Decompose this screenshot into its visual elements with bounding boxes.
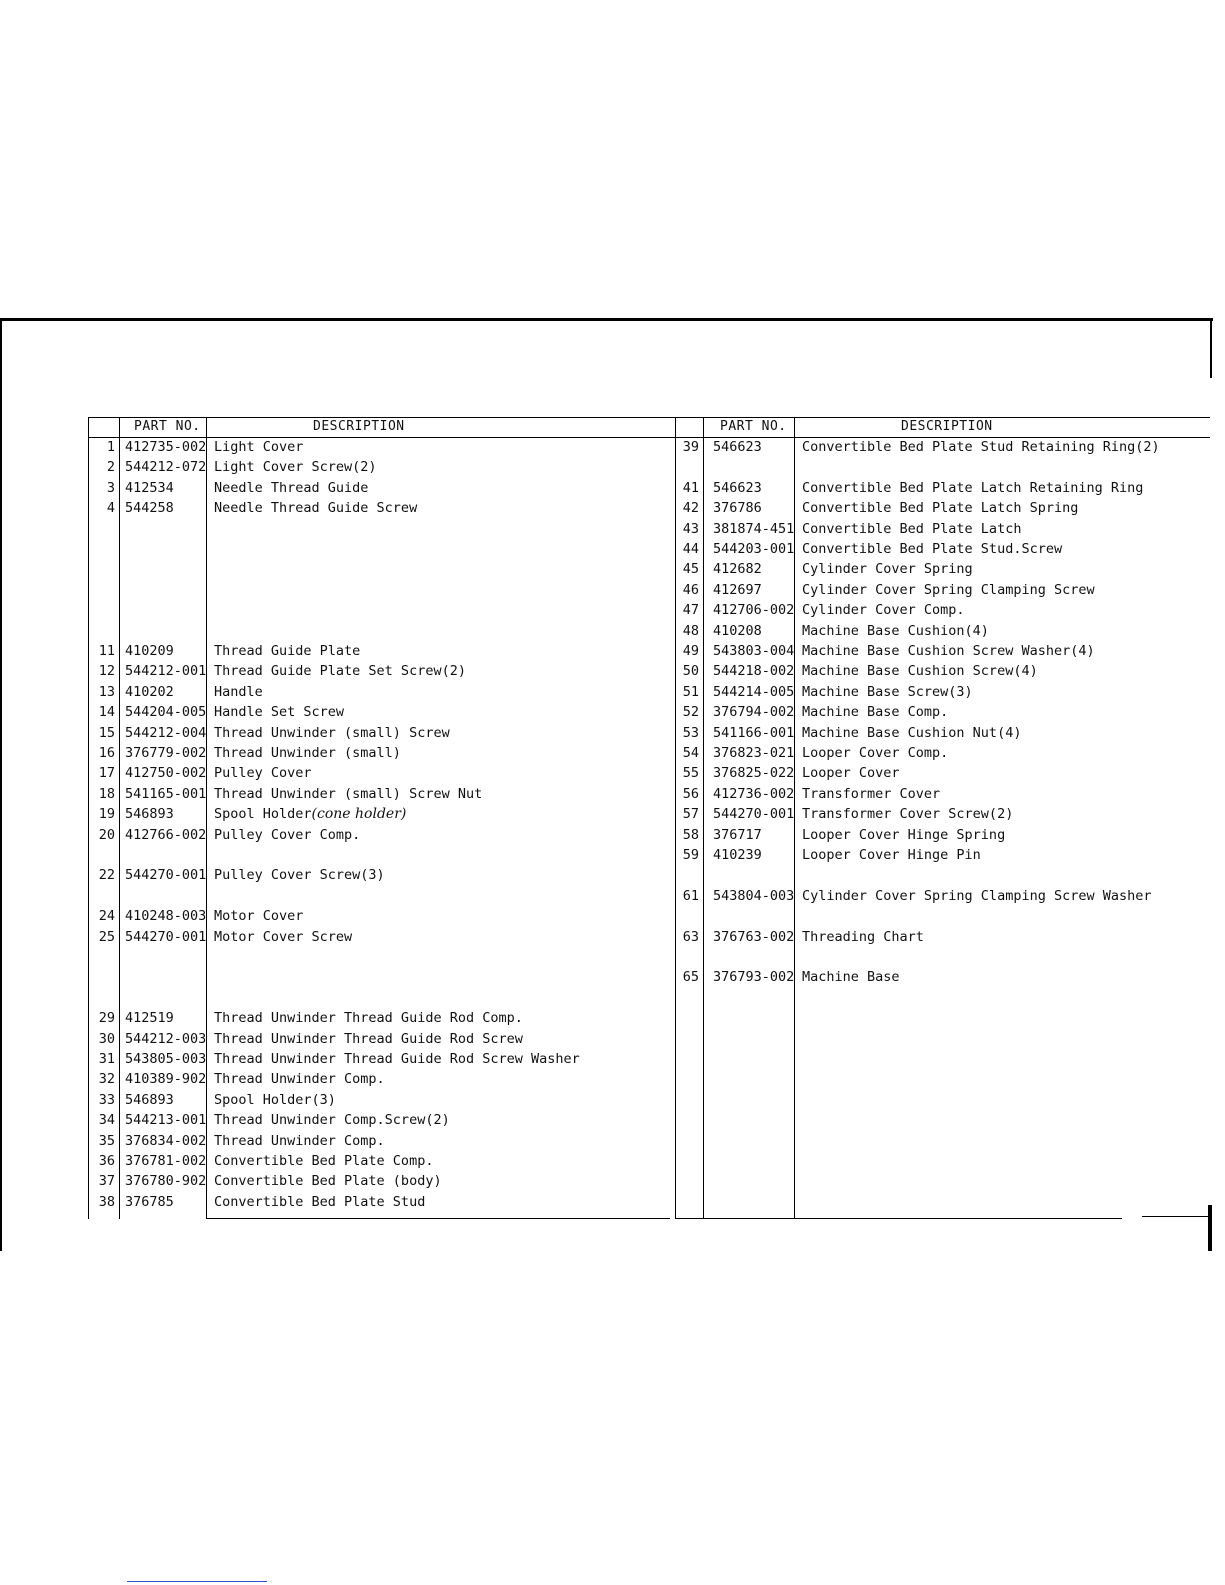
part-number: 412697 (713, 581, 762, 598)
part-description (802, 500, 1078, 516)
part-description (802, 602, 965, 618)
parts-table-left (88, 417, 675, 1219)
part-description (802, 806, 1013, 822)
part-number: 412736-002 (713, 785, 795, 802)
bottom-rule-left (206, 1218, 670, 1219)
part-number: 410389-902 (125, 1071, 207, 1088)
row-number: 39 (682, 439, 699, 455)
part-description (214, 704, 344, 720)
part-number: 546623 (713, 479, 762, 496)
part-description (214, 867, 385, 883)
part-description (214, 1051, 580, 1067)
row-number: 19 (98, 806, 115, 823)
part-number: 376794-002 (713, 704, 795, 721)
part-description (802, 623, 989, 639)
description-text: Looper Cover Hinge Pin (802, 847, 981, 863)
part-description (214, 1071, 385, 1087)
part-number: 412682 (713, 561, 762, 578)
part-number: 410209 (125, 643, 174, 659)
description-text: Machine Base Cushion(4) (802, 622, 989, 639)
description-text: Convertible Bed Plate Stud Retaining Ring(2) (802, 439, 1160, 455)
description-text: Machine Base Screw(3) (802, 683, 973, 700)
part-description (214, 786, 482, 802)
description-text: Convertible Bed Plate Latch Retaining Ring (802, 479, 1144, 496)
row-number: 47 (682, 602, 699, 619)
description-text: Light Cover (214, 439, 304, 455)
page-left-edge (0, 321, 2, 1251)
part-number: 541165-001 (125, 785, 207, 802)
description-text: Handle Set Screw (214, 704, 345, 721)
description-text: Convertible Bed Plate Latch (802, 520, 1022, 537)
row-number: 51 (682, 683, 699, 700)
row-number: 57 (682, 806, 699, 823)
part-description (214, 1173, 442, 1189)
part-number: 546893 (125, 1091, 174, 1108)
part-description (214, 439, 303, 455)
description-text: Handle (214, 683, 263, 700)
description-text: Convertible Bed Plate (body) (214, 1173, 442, 1190)
part-number: 410208 (713, 622, 762, 639)
row-number: 31 (98, 1051, 115, 1067)
part-number: 544212-003 (125, 1030, 207, 1047)
page-right-edge (1210, 318, 1212, 378)
part-description (802, 521, 1021, 537)
part-description (214, 1010, 523, 1026)
part-number: 376785 (125, 1193, 174, 1210)
row-number: 24 (98, 908, 115, 925)
part-description (214, 643, 360, 659)
part-number: 543805-003 (125, 1051, 207, 1067)
description-text: Thread Unwinder Comp. (214, 1071, 385, 1088)
description-text: Thread Unwinder (small) (214, 745, 401, 761)
row-number: 58 (682, 826, 699, 843)
part-number: 376780-902 (125, 1173, 207, 1190)
row-number: 55 (682, 765, 699, 782)
description-text: Cylinder Cover Comp. (802, 602, 965, 619)
row-number: 54 (682, 745, 699, 761)
description-text: Needle Thread Guide (214, 479, 369, 496)
header-part-no: PART NO. (134, 419, 201, 434)
row-number: 50 (682, 663, 699, 680)
description-text: Machine Base (802, 969, 900, 986)
part-description (802, 684, 973, 700)
row-number: 14 (98, 704, 115, 721)
description-text: Thread Unwinder (small) Screw (214, 724, 450, 741)
description-text: Pulley Cover (214, 765, 312, 782)
row-number: 1 (106, 439, 115, 455)
description-text: Pulley Cover Screw(3) (214, 867, 385, 884)
part-description (214, 827, 360, 843)
description-text: Thread Unwinder Comp. (214, 1132, 385, 1149)
part-description (802, 725, 1021, 741)
part-description (802, 847, 981, 863)
part-description (802, 704, 948, 720)
bottom-rule-right (1142, 1216, 1210, 1217)
part-description (214, 745, 401, 761)
row-number: 15 (98, 724, 115, 741)
row-number: 52 (682, 704, 699, 721)
description-text: Thread Unwinder Thread Guide Rod Comp. (214, 1010, 523, 1027)
part-number: 543804-003 (713, 887, 795, 904)
part-number: 546623 (713, 439, 762, 455)
row-number: 59 (682, 847, 699, 863)
description-text: Thread Unwinder (small) Screw Nut (214, 785, 483, 802)
part-number: 544270-001 (713, 806, 795, 823)
part-description (214, 725, 450, 741)
part-number: 376793-002 (713, 969, 795, 986)
description-text: Thread Unwinder Thread Guide Rod Screw (214, 1030, 523, 1047)
row-number: 45 (682, 561, 699, 578)
description-text: Machine Base Cushion Nut(4) (802, 724, 1022, 741)
description-text: Light Cover Screw(2) (214, 459, 377, 476)
description-text: Transformer Cover Screw(2) (802, 806, 1014, 823)
row-number: 38 (98, 1193, 115, 1210)
row-number: 48 (682, 622, 699, 639)
part-description (802, 541, 1062, 557)
row-number: 17 (98, 765, 115, 782)
part-number: 544213-001 (125, 1112, 207, 1129)
row-number: 30 (98, 1030, 115, 1047)
bottom-link-underline (127, 1581, 267, 1582)
row-number: 37 (98, 1173, 115, 1190)
part-number: 376786 (713, 500, 762, 517)
description-text: Thread Unwinder Thread Guide Rod Screw Washer (214, 1051, 580, 1067)
part-number: 544212-004 (125, 724, 207, 741)
row-number: 49 (682, 643, 699, 659)
part-number: 546893 (125, 806, 174, 823)
handwritten-note: (cone holder) (311, 806, 407, 823)
part-number: 381874-451 (713, 520, 795, 537)
row-number: 35 (98, 1132, 115, 1149)
part-description (214, 929, 352, 945)
row-number: 29 (98, 1010, 115, 1027)
part-number: 544258 (125, 500, 174, 517)
row-number: 20 (98, 826, 115, 843)
part-number: 541166-001 (713, 724, 795, 741)
row-number: 63 (682, 928, 699, 945)
description-text: Pulley Cover Comp. (214, 826, 361, 843)
description-text: Spool Holder(3) (214, 1091, 336, 1108)
description-text: Looper Cover (802, 765, 900, 782)
description-text: Threading Chart (802, 928, 924, 945)
part-number: 412735-002 (125, 439, 207, 455)
bottom-rule-mid (675, 1218, 1122, 1219)
part-number: 544270-001 (125, 928, 207, 945)
part-description (214, 806, 406, 822)
row-number: 46 (682, 581, 699, 598)
part-description (802, 582, 1095, 598)
description-text: Looper Cover Hinge Spring (802, 826, 1006, 843)
row-number: 43 (682, 520, 699, 537)
row-number: 53 (682, 724, 699, 741)
part-description (214, 1031, 523, 1047)
row-number: 56 (682, 785, 699, 802)
part-description (802, 643, 1095, 659)
part-number: 412750-002 (125, 765, 207, 782)
part-number: 544203-001 (713, 541, 795, 557)
row-number: 2 (106, 459, 115, 476)
description-text: Motor Cover Screw (214, 928, 353, 945)
description-text: Convertible Bed Plate Latch Spring (802, 500, 1079, 517)
part-description (214, 500, 417, 516)
part-number: 543803-004 (713, 643, 795, 659)
row-number: 42 (682, 500, 699, 517)
part-number: 412519 (125, 1010, 174, 1027)
row-number: 22 (98, 867, 115, 884)
part-number: 410248-003 (125, 908, 207, 925)
part-number: 544218-002 (713, 663, 795, 680)
part-number: 412766-002 (125, 826, 207, 843)
part-number: 544270-001 (125, 867, 207, 884)
row-number: 32 (98, 1071, 115, 1088)
description-text: Needle Thread Guide Screw (214, 500, 418, 517)
description-text: Motor Cover (214, 908, 304, 925)
row-number: 34 (98, 1112, 115, 1129)
part-description (802, 561, 973, 577)
part-description (802, 888, 1152, 904)
row-number: 41 (682, 479, 699, 496)
description-text: Thread Guide Plate Set Screw(2) (214, 663, 466, 680)
part-description (802, 439, 1160, 455)
description-text: Convertible Bed Plate Comp. (214, 1153, 434, 1169)
part-description (214, 908, 303, 924)
description-text: Spool Holder (214, 806, 312, 823)
part-description (214, 459, 377, 475)
part-description (802, 663, 1038, 679)
part-number: 412706-002 (713, 602, 795, 619)
description-text: Machine Base Cushion Screw(4) (802, 663, 1038, 680)
description-text: Thread Guide Plate (214, 643, 361, 659)
description-text: Machine Base Cushion Screw Washer(4) (802, 643, 1095, 659)
header-description: DESCRIPTION (901, 419, 993, 434)
part-number: 544212-001 (125, 663, 207, 680)
row-number: 18 (98, 785, 115, 802)
description-text: Cylinder Cover Spring Clamping Screw Washer (802, 887, 1152, 904)
part-description (214, 765, 312, 781)
description-text: Machine Base Comp. (802, 704, 949, 721)
part-description (802, 929, 924, 945)
part-description (802, 786, 940, 802)
part-description (802, 969, 900, 985)
part-number: 410239 (713, 847, 762, 863)
part-number: 376717 (713, 826, 762, 843)
part-description (214, 1112, 450, 1128)
row-number: 61 (682, 887, 699, 904)
description-text: Convertible Bed Plate Stud.Screw (802, 541, 1063, 557)
row-number: 16 (98, 745, 115, 761)
row-number: 13 (98, 683, 115, 700)
part-number: 376825-022 (713, 765, 795, 782)
part-description (214, 663, 466, 679)
part-description (214, 1092, 336, 1108)
row-number: 25 (98, 928, 115, 945)
part-description (802, 745, 948, 761)
part-number: 544204-005 (125, 704, 207, 721)
description-text: Transformer Cover (802, 785, 941, 802)
description-text: Cylinder Cover Spring Clamping Screw (802, 581, 1095, 598)
part-number: 376823-021 (713, 745, 795, 761)
part-number: 376781-002 (125, 1153, 207, 1169)
description-text: Looper Cover Comp. (802, 745, 949, 761)
row-number: 33 (98, 1091, 115, 1108)
part-number: 376763-002 (713, 928, 795, 945)
row-number: 44 (682, 541, 699, 557)
part-description (214, 480, 368, 496)
part-number: 544212-072 (125, 459, 207, 476)
part-description (802, 765, 900, 781)
header-description: DESCRIPTION (313, 419, 405, 434)
part-number: 376834-002 (125, 1132, 207, 1149)
part-number: 376779-002 (125, 745, 207, 761)
part-number: 410202 (125, 683, 174, 700)
part-description (214, 1194, 425, 1210)
part-description (214, 1133, 385, 1149)
header-part-no: PART NO. (720, 419, 787, 434)
part-description (214, 1153, 433, 1169)
description-text: Cylinder Cover Spring (802, 561, 973, 578)
part-number: 544214-005 (713, 683, 795, 700)
part-description (802, 480, 1143, 496)
part-description (802, 827, 1005, 843)
row-number: 65 (682, 969, 699, 986)
description-text: Thread Unwinder Comp.Screw(2) (214, 1112, 450, 1129)
description-text: Convertible Bed Plate Stud (214, 1193, 426, 1210)
row-number: 36 (98, 1153, 115, 1169)
row-number: 4 (106, 500, 115, 517)
row-number: 12 (98, 663, 115, 680)
page-top-rule (0, 318, 1213, 321)
row-number: 3 (106, 479, 115, 496)
parts-table-right (675, 417, 1210, 1219)
part-description (214, 684, 263, 700)
row-number: 11 (98, 643, 115, 659)
part-number: 412534 (125, 479, 174, 496)
